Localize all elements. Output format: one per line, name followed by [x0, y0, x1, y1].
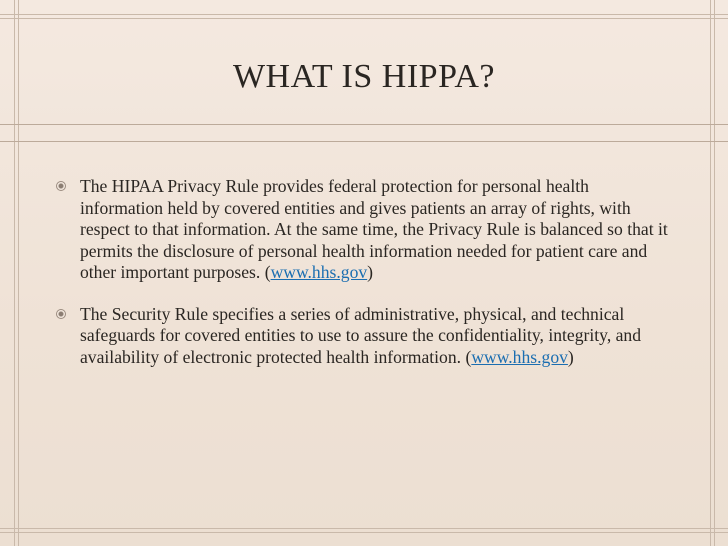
bullet-text-closing: ) [367, 262, 374, 282]
hhs-link[interactable]: www.hhs.gov [471, 346, 568, 367]
border-line-top-inner [0, 18, 728, 19]
hhs-link[interactable]: www.hhs.gov [270, 262, 368, 282]
bullet-text: The HIPAA Privacy Rule provides federal protection for personal health information held by covered entities and gives patients an array of rights, with respect to that information. At the same time, the Privacy Rule is balanced so that it permits the disclosure of personal health information needed for patient care and other important purposes. ( [80, 176, 668, 282]
bullet-list [52, 176, 672, 388]
title-divider [0, 124, 728, 142]
border-line-top-outer [0, 14, 728, 15]
slide-title: WHAT IS HIPPA? [232, 58, 496, 95]
bullet-text: The Security Rule specifies a series of administrative, physical, and technical safeguards for covered entities to use to assure the confidentiality, integrity, and availability of electronic protected health information. ( [80, 303, 642, 367]
bullet-item-security-rule [52, 304, 672, 369]
border-line-bottom-outer [0, 532, 728, 533]
border-line-bottom-inner [0, 528, 728, 529]
bullet-icon [56, 181, 66, 191]
bullet-icon [56, 309, 66, 319]
bullet-text-closing: ) [567, 346, 574, 367]
bullet-item-privacy-rule [52, 176, 672, 284]
